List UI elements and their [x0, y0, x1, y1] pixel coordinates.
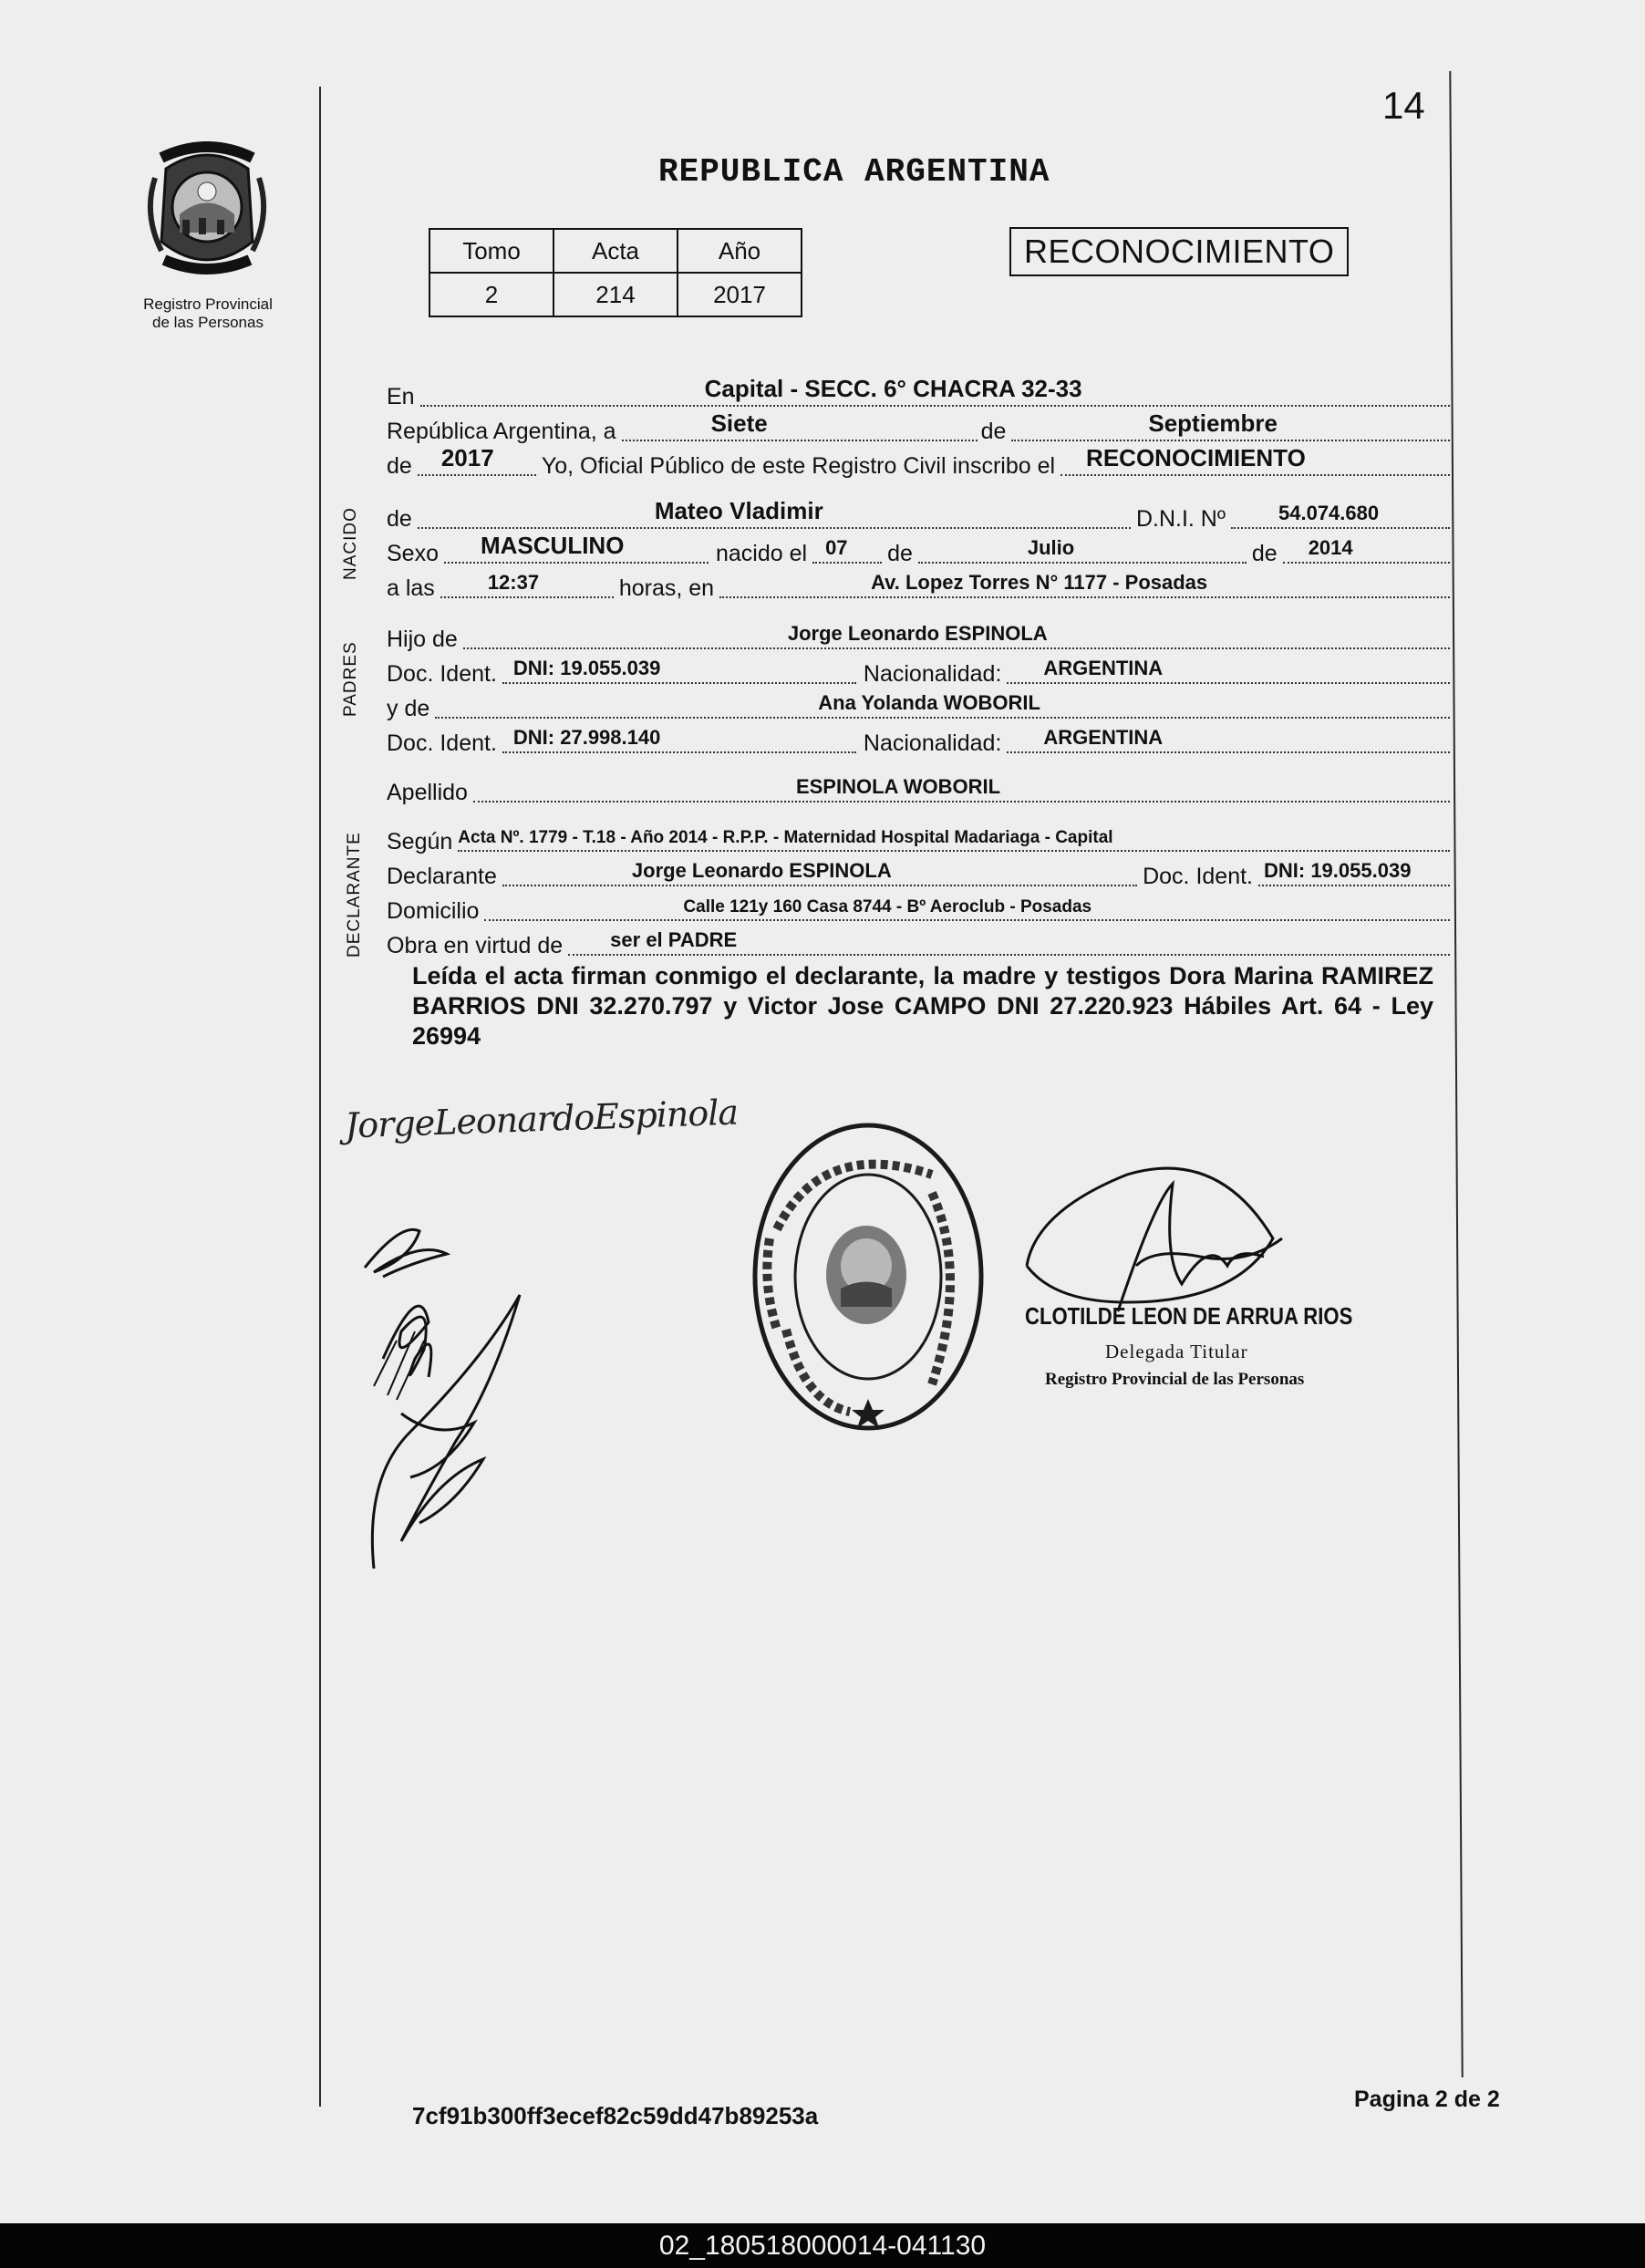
- record-type-box: RECONOCIMIENTO: [1009, 227, 1349, 276]
- obra-value: ser el PADRE: [610, 928, 738, 951]
- nac-label: Nacionalidad:: [863, 661, 1002, 687]
- domicilio-label: Domicilio: [387, 898, 480, 924]
- obra-field: [568, 919, 1450, 956]
- en-label: En: [387, 384, 415, 409]
- yde-label: y de: [387, 696, 430, 721]
- record-table-value-row: [429, 273, 802, 316]
- act-value: RECONOCIMIENTO: [1086, 444, 1306, 471]
- right-margin-line: [1449, 71, 1463, 2077]
- sexo-label: Sexo: [387, 541, 439, 566]
- birth-year-field: [1283, 527, 1450, 564]
- day-value: Siete: [710, 409, 768, 437]
- declarante-label: Declarante: [387, 864, 497, 889]
- official-title: Delegada Titular: [1105, 1341, 1248, 1362]
- year-field: [418, 440, 536, 476]
- dni-value: 54.074.680: [1278, 502, 1380, 524]
- segun-field: [458, 815, 1450, 852]
- official-org: Registro Provincial de las Personas: [1045, 1370, 1305, 1389]
- row-year: [387, 445, 1450, 480]
- declarant-signature-icon: [347, 1204, 556, 1578]
- tomo-value: 2: [429, 273, 554, 316]
- segun-value: Acta Nº. 1779 - T.18 - Año 2014 - R.P.P. - Maternidad Hospital Madariaga - Capital: [458, 828, 1113, 847]
- nac-label-2: Nacionalidad:: [863, 730, 1002, 756]
- decl-doc-value: DNI: 19.055.039: [1264, 859, 1412, 882]
- record-table-header: Tomo: [429, 229, 554, 273]
- record-table-header-row: [429, 229, 802, 273]
- mother-doc-value: DNI: 27.998.140: [512, 726, 661, 749]
- file-id-text: 02_180518000014-041130: [658, 2231, 987, 2261]
- sexo-field: [444, 527, 709, 564]
- birth-de-year-label: de: [1251, 541, 1278, 566]
- doc-label: Doc. Ident.: [387, 661, 497, 687]
- record-table: [429, 228, 802, 317]
- hour-field: [440, 562, 614, 598]
- record-table-header: Acta: [554, 229, 678, 273]
- side-label-padres: PADRES: [341, 641, 360, 717]
- closing-statement: Leída el acta firman conmigo el declarante, la madre y testigos Dora Marina RAMIREZ BARRIOS DNI 32.270.797 y Victor Jose CAMPO DNI 27.220.923 Hábiles Art. 64 - Ley 26994: [412, 962, 1433, 1050]
- mother-doc-field: [502, 717, 856, 753]
- oficial-text: Yo, Oficial Público de este Registro Civil inscribo el: [541, 453, 1056, 479]
- file-id-bar: [0, 2223, 1645, 2268]
- de-label: de: [980, 419, 1007, 444]
- side-label-declarante: DECLARANTE: [345, 832, 364, 958]
- birth-year-value: 2014: [1308, 536, 1353, 559]
- left-margin-line: [319, 87, 321, 2107]
- father-doc-field: [502, 647, 856, 684]
- page-indicator: Pagina 2 de 2: [1354, 2087, 1500, 2112]
- dni-label: D.N.I. Nº: [1135, 506, 1226, 532]
- decl-doc-field: [1258, 850, 1450, 886]
- month-field: [1011, 405, 1450, 441]
- name-value: Mateo Vladimir: [654, 497, 823, 524]
- birth-de-label: de: [887, 541, 913, 566]
- a-las-label: a las: [387, 575, 435, 601]
- mother-field: [435, 682, 1450, 719]
- segun-label: Según: [387, 829, 453, 854]
- dni-field: [1231, 492, 1450, 529]
- place-value: Av. Lopez Torres N° 1177 - Posadas: [871, 571, 1208, 594]
- logo-caption-line2: de las Personas: [152, 314, 264, 331]
- father-value: Jorge Leonardo ESPINOLA: [787, 622, 1048, 645]
- nacido-label: nacido el: [715, 541, 808, 566]
- father-nac-field: [1007, 647, 1450, 684]
- act-field: [1060, 440, 1450, 476]
- province-logo: [139, 141, 275, 287]
- row-obra: [387, 925, 1450, 959]
- year-value: 2017: [440, 444, 494, 471]
- logo-caption: [119, 295, 297, 332]
- apellido-field: [473, 766, 1450, 803]
- record-table-header: Año: [678, 229, 802, 273]
- day-field: [622, 405, 978, 441]
- document-hash: 7cf91b300ff3ecef82c59dd47b89253a: [412, 2102, 819, 2129]
- document-title: REPUBLICA ARGENTINA: [658, 153, 1050, 191]
- de-name-label: de: [387, 506, 412, 532]
- official-name: CLOTILDE LEON DE ARRUA RIOS: [1025, 1302, 1353, 1330]
- mother-value: Ana Yolanda WOBORIL: [818, 691, 1040, 714]
- en-value: Capital - SECC. 6° CHACRA 32-33: [704, 375, 1082, 402]
- row-mother-doc: [387, 722, 1450, 757]
- obra-label: Obra en virtud de: [387, 933, 564, 958]
- row-apellido: [387, 772, 1450, 806]
- acta-value: 214: [554, 273, 678, 316]
- place-field: [719, 562, 1450, 598]
- de-year-label: de: [387, 453, 412, 479]
- name-field: [418, 492, 1131, 529]
- doc-label-2: Doc. Ident.: [387, 730, 497, 756]
- birth-month-field: [918, 527, 1247, 564]
- official-stamp-icon: [750, 1120, 987, 1434]
- father-doc-value: DNI: 19.055.039: [512, 657, 661, 679]
- month-value: Septiembre: [1148, 409, 1278, 437]
- handwritten-name: [344, 1092, 738, 1145]
- row-hour: [387, 567, 1450, 602]
- horas-label: horas, en: [618, 575, 715, 601]
- hijo-label: Hijo de: [387, 627, 458, 652]
- coat-of-arms-icon: [139, 141, 275, 287]
- father-field: [463, 613, 1450, 649]
- birth-day-value: 07: [825, 536, 848, 559]
- side-label-nacido: NACIDO: [341, 507, 360, 580]
- domicilio-value: Calle 121y 160 Casa 8744 - Bº Aeroclub - Posadas: [683, 897, 1092, 917]
- mother-nac-value: ARGENTINA: [1043, 726, 1164, 749]
- declarante-value: Jorge Leonardo ESPINOLA: [631, 859, 892, 882]
- apellido-value: ESPINOLA WOBORIL: [795, 775, 1001, 798]
- domicilio-field: [484, 885, 1450, 921]
- hour-value: 12:37: [487, 571, 540, 594]
- apellido-label: Apellido: [387, 780, 468, 805]
- anio-value: 2017: [678, 273, 802, 316]
- decl-doc-label: Doc. Ident.: [1143, 864, 1253, 889]
- republica-label: República Argentina, a: [387, 419, 616, 444]
- mother-nac-field: [1007, 717, 1450, 753]
- declarante-field: [502, 850, 1137, 886]
- father-nac-value: ARGENTINA: [1043, 657, 1164, 679]
- page-number: 14: [1382, 84, 1425, 127]
- handwritten-name-text: JorgeLeonardoEspinola: [344, 1092, 739, 1146]
- sexo-value: MASCULINO: [480, 532, 625, 559]
- logo-caption-line1: Registro Provincial: [143, 295, 273, 313]
- birth-month-value: Julio: [1027, 536, 1075, 559]
- birth-day-field: [812, 527, 882, 564]
- en-field: [420, 370, 1450, 407]
